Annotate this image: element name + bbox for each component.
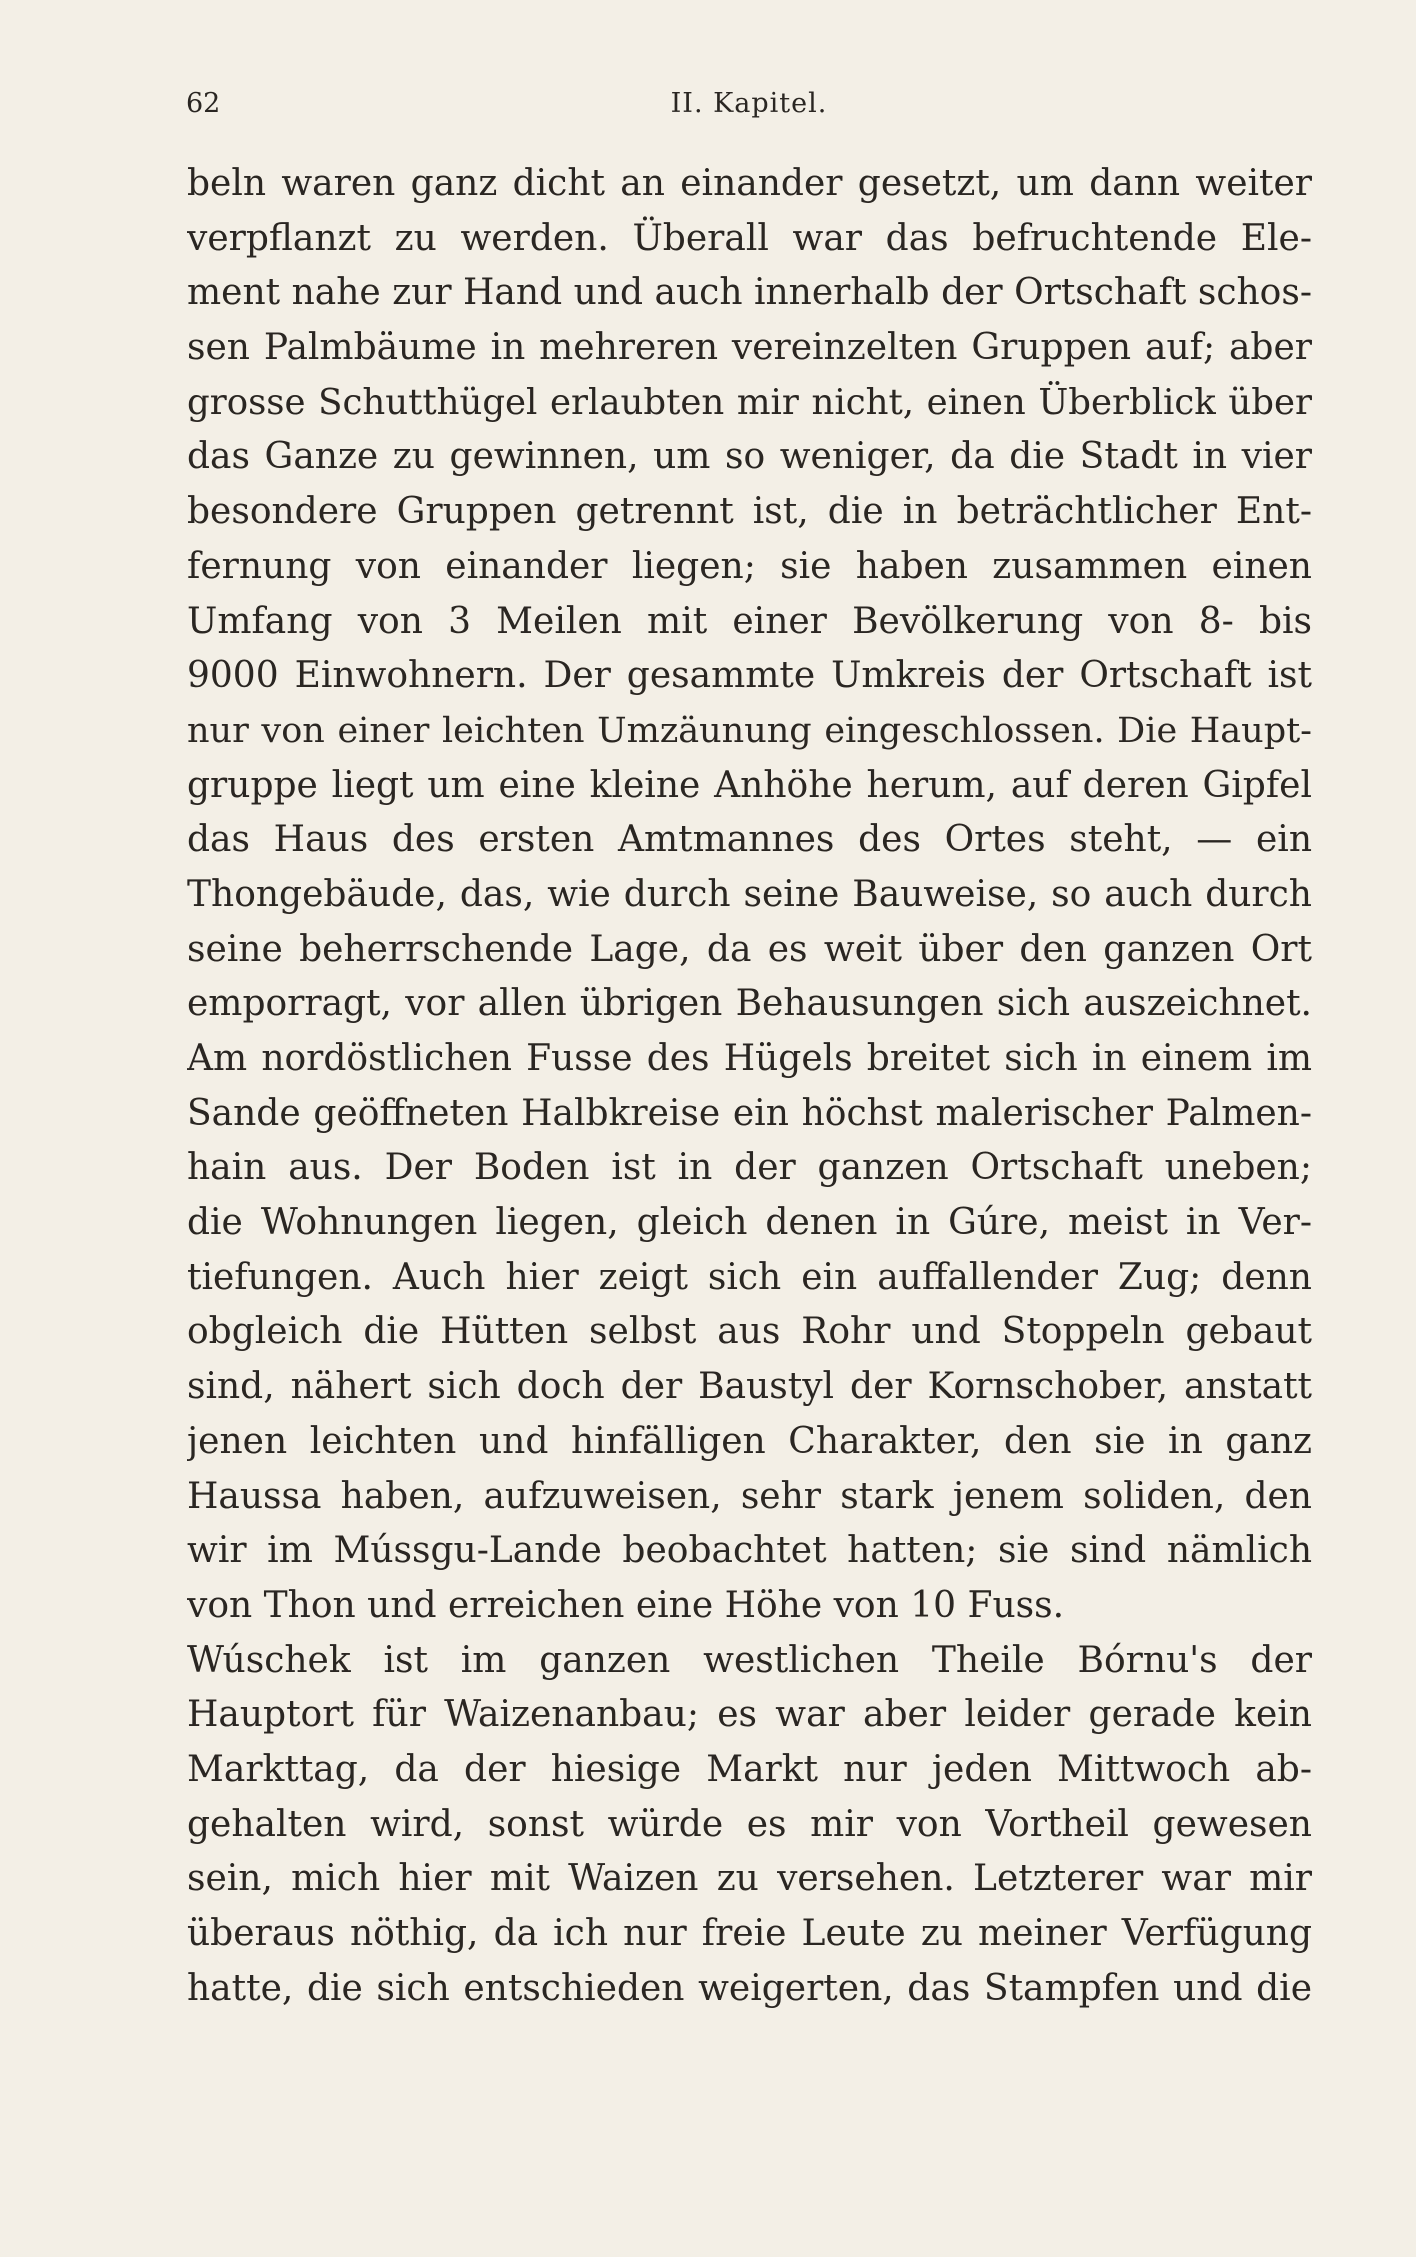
text-line: grosse Schutthügel erlaubten mir nicht, einen Überblick über — [187, 381, 1312, 423]
text-line: Sande geöffneten Halbkreise ein höchst malerischer Palmen- — [187, 1092, 1312, 1134]
text-line: sein, mich hier mit Waizen zu versehen. Letzterer war mir — [187, 1858, 1312, 1900]
body-text — [187, 157, 1312, 2016]
text-line: überaus nöthig, da ich nur freie Leute zu meiner Verfügung — [187, 1913, 1312, 1954]
text-line: Markttag, da der hiesige Markt nur jeden Mittwoch ab- — [187, 1748, 1312, 1790]
text-line: 9000 Einwohnern. Der gesammte Umkreis der Ortschaft ist — [187, 655, 1312, 697]
text-line: hain aus. Der Boden ist in der ganzen Ortschaft uneben; — [187, 1147, 1312, 1189]
text-line: obgleich die Hütten selbst aus Rohr und Stoppeln gebaut — [187, 1311, 1312, 1353]
text-line: wir im Mússgu-Lande beobachtet hatten; sie sind nämlich — [187, 1530, 1312, 1572]
text-line: Umfang von 3 Meilen mit einer Bevölkerung von 8- bis — [187, 600, 1312, 642]
text-line: nur von einer leichten Umzäunung eingeschlossen. Die Haupt- — [187, 710, 1312, 751]
text-line: ment nahe zur Hand und auch innerhalb der Ortschaft schos- — [187, 272, 1312, 314]
text-line: emporragt, vor allen übrigen Behausungen sich auszeichnet. — [187, 983, 1312, 1025]
text-line: beln waren ganz dicht an einander gesetzt, um dann weiter — [187, 163, 1312, 204]
text-line: Haussa haben, aufzuweisen, sehr stark jenem soliden, den — [187, 1475, 1312, 1517]
text-line: das Haus des ersten Amtmannes des Ortes steht, — ein — [187, 819, 1312, 861]
page-header — [186, 84, 1312, 124]
text-line: Hauptort für Waizenanbau; es war aber leider gerade kein — [187, 1694, 1312, 1736]
text-line: hatte, die sich entschieden weigerten, das Stampfen und die — [187, 1967, 1312, 2009]
text-line: die Wohnungen liegen, gleich denen in Gúre, meist in Ver- — [187, 1202, 1312, 1244]
text-line: seine beherrschende Lage, da es weit über den ganzen Ort — [187, 928, 1312, 970]
text-line-paragraph-start: Wúschek ist im ganzen westlichen Theile Bórnu's der — [187, 1639, 1312, 1681]
text-line: gehalten wird, sonst würde es mir von Vortheil gewesen — [187, 1803, 1312, 1845]
text-line: fernung von einander liegen; sie haben zusammen einen — [187, 545, 1312, 587]
text-line: das Ganze zu gewinnen, um so weniger, da die Stadt in vier — [187, 436, 1312, 478]
text-line: besondere Gruppen getrennt ist, die in beträchtlicher Ent- — [187, 491, 1312, 533]
running-head: II. Kapitel. — [670, 88, 828, 119]
text-line: sind, nähert sich doch der Baustyl der Kornschober, anstatt — [187, 1366, 1312, 1408]
text-line: tiefungen. Auch hier zeigt sich ein auffallender Zug; denn — [187, 1256, 1312, 1298]
page-number: 62 — [186, 88, 221, 119]
text-line: verpflanzt zu werden. Überall war das befruchtende Ele- — [187, 217, 1312, 259]
text-line: sen Palmbäume in mehreren vereinzelten Gruppen auf; aber — [187, 327, 1312, 369]
text-line: Thongebäude, das, wie durch seine Bauweise, so auch durch — [187, 873, 1312, 915]
text-line: Am nordöstlichen Fusse des Hügels breitet sich in einem im — [187, 1038, 1312, 1079]
text-line: jenen leichten und hinfälligen Charakter, den sie in ganz — [187, 1420, 1312, 1462]
text-line: gruppe liegt um eine kleine Anhöhe herum, auf deren Gipfel — [187, 764, 1312, 806]
text-line-paragraph-end: von Thon und erreichen eine Höhe von 10 Fuss. — [187, 1584, 1065, 1626]
